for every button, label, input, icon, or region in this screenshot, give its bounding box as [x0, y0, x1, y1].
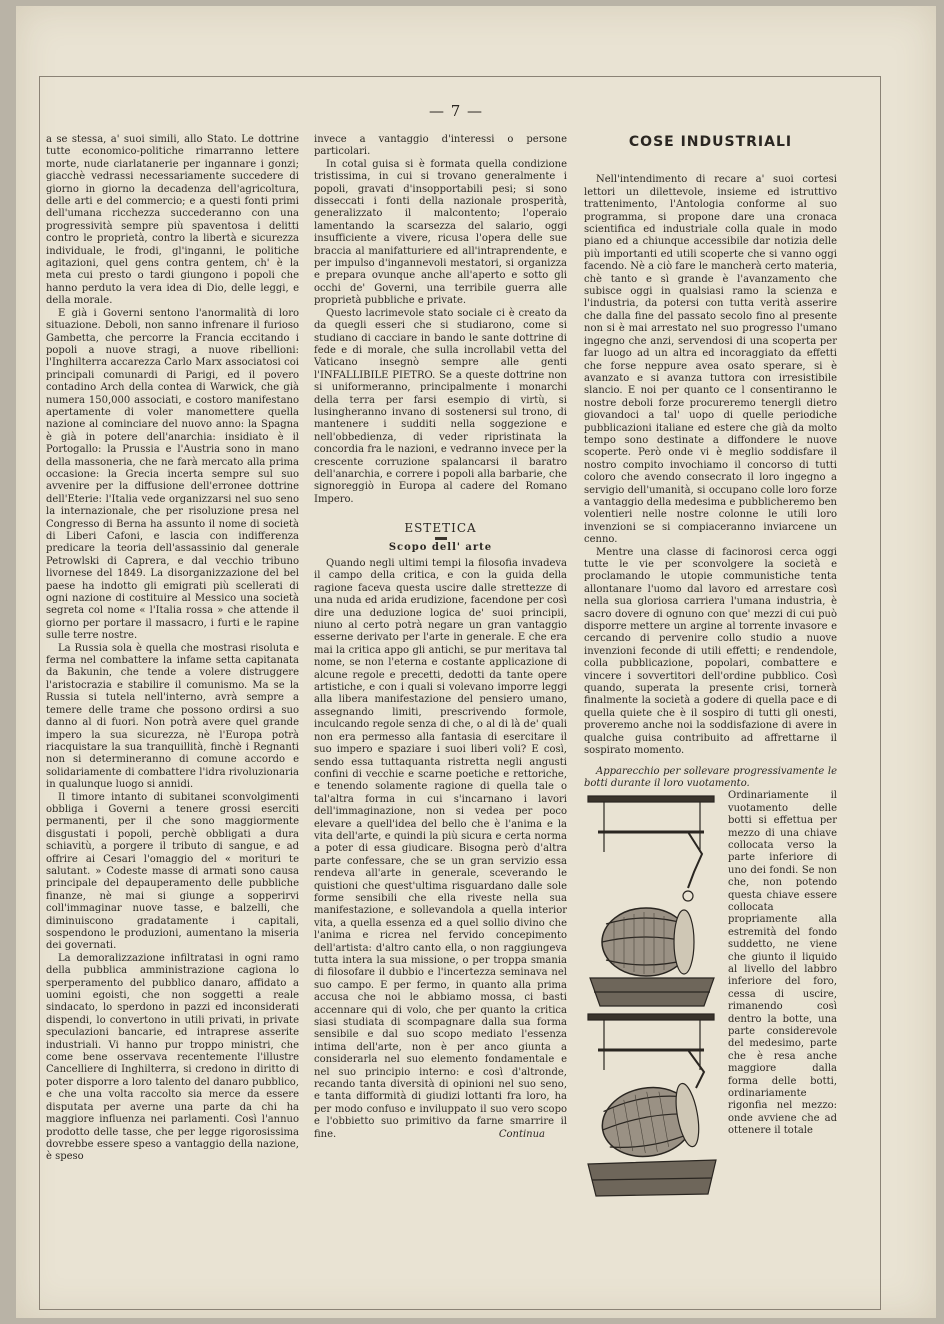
paragraph: In cotal guisa si è formata quella condizione tristissima, in cui si trovano generalmente i popoli, gravati d'insopportabili pesi; si sono disseccati i fonti della nazionale prosperità, generalizzato il malcontento; l'operaio lamentando la scarsezza del salario, oggi insufficiente a vivere, ricusa l'opera delle sue braccia al manifatturiere ed all'intraprendente, e per impulso d'ingannevoli mestatori, si organizza e prepara ovunque anche all'aperto e sotto gli occhi de' Governi, una terribile guerra alle proprietà pubbliche e private. [314, 158, 567, 307]
column-left [46, 134, 299, 1234]
paragraph: Il timore intanto di subitanei sconvolgimenti obbliga i Governi a tenere grossi eserciti permanenti, per il che sono maggiormente disgustati i popoli, perchè obbligati a dura schiavitù, a porgere il tributo di sangue, e ad offrire ai Cesari l'omaggio del « morituri te salutant. » Codeste masse di armati sono causa principale del depauperamento delle pubbliche finanze, nè mai si giunge a sopperirvi coll'immaginar nuove tasse, e balzelli, che diminuiscono gradatamente i capitali, sospendono le produzioni, aumentano la miseria dei governati. [46, 791, 299, 952]
paragraph: La Russia sola è quella che mostrasi risoluta e ferma nel combattere la infame setta capitanata da Bakunin, che tende a volere distruggere l'aristocrazia e stabilire il comunismo. Ma se la Russia si tutela nell'interno, avrà sempre a temere delle trame che possono ordirsi a suo danno al di fuori. Non potrà avere quel grande impero la sua sicurezza, nè l'Europa potrà riacquistare la sua tranquillità, finchè i Regnanti non si determineranno di comune accordo e solidariamente di combattere l'idra rivoluzionaria in qualunque luogo si annidi. [46, 642, 299, 791]
continua-label: Continua [498, 1128, 545, 1140]
paragraph: Mentre una classe di facinorosi cerca oggi tutte le vie per sconvolgere la società e proclamando le utopie communistiche tenta allontanare l'uomo dal lavoro ed arrestare così nella sua gloriosa carriera l'umana industria, è sacro dovere di ognuno con que' mezzi di cui può disporre mettere un argine al torrente invasore e cercando di pervenire collo studio a nuove invenzioni feconde di utili effetti; e rendendole, colla pubblicazione, popolari, combattere e vincere i sovvertitori dell'ordine pubblico. Così quando, superata la presente crisi, tornerà finalmente la società a godere di quella pace e di quella quiete che è il sospiro di tutti gli onesti, proveremo anche noi la soddisfazione di avere in qualche guisa contribuito ad affrettarne il sospirato momento. [584, 546, 837, 757]
newspaper-page [16, 6, 936, 1318]
section-heading-estetica: ESTETICA [404, 521, 477, 536]
paragraph: invece a vantaggio d'interessi o persone particolari. [314, 134, 567, 158]
paragraph: Ordinariamente il vuotamento delle botti si effettua per mezzo di una chiave collocata verso la parte inferiore di uno dei fondi. Se non che, non potendo questa chiave essere collocata propriamente alla estremità del fondo suddetto, ne viene che giunto il liquido al livello del labbro inferiore del foro, cessa di uscire, rimanendo così dentro la botte, una parte considerevole del medesimo, parte che è resa anche maggiore dalla forma delle botti, ordinariamente rigonfia nel mezzo: onde avviene che ad ottenere il totale [728, 790, 837, 1137]
barrel-apparatus-engraving [584, 792, 722, 1202]
paragraph: a se stessa, a' suoi simili, allo Stato. Le dottrine tutte economico-politiche rimarranno lettere morte, nude ciarlatanerie per ingannare i gonzi; giacchè vedrassi necessariamente succedere di giorno in giorno la decadenza dell'agricoltura, delle arti e del commercio; e a questi fonti primi dell'umana ricchezza succederanno con una progressività sempre più spaventosa i delitti contro le proprietà, contro la libertà e sicurezza individuale, le frodi, gl'inganni, le politiche agitazioni, quel gens contra gentem, ch' è la meta cui presto o tardi giungono i popoli che hanno perduto la vera idea di Dio, delle leggi, e della morale. [46, 134, 299, 307]
column-middle [314, 134, 567, 1234]
paragraph-text: Quando negli ultimi tempi la filosofia invadeva il campo della critica, e con la guida della ragione faceva questa uscire dalle strettezze di una nuda ed arida erudizione, facendone per così dire una deduzione logica de' suoi principii, niuno al certo potrà negare un gran vantaggio esserne derivato per l'arte in generale. E che era mai la critica appo gli antichi, se pur meritava tal nome, se non l'eterna e costante applicazione di alcune regole e precetti, dedotti da tante opere artistiche, e con i quali si volevano imporre leggi alla libera manifestazione del pensiero umano, assegnando limiti, prescrivendo formole, inculcando regole senza di che, o al di là de' quali non era permesso alla fantasia di esercitare il suo impero e spaziare i suoi liberi voli? E così, sendo essa tuttaquanta ristretta negli angusti confini di vecchie e scarne poetiche e rettoriche, e tenendo solamente ragione di quella tale o tal'altra forma in cui s'incarnano i lavori dell'immaginazione, non si vedea per poco elevare a quell'idea del bello che è l'anima e la vita dell'arte, e quindi la più sicura e certa norma a poter di essa giudicare. Bisogna però d'altra parte confessare, che se un gran servizio essa rendeva all'arte in generale, sceverando le quistioni che quest'ultima risguardano dalle sole forme sensibili che ella riveste nella sua manifestazione, e sollevandola a quella interior vita, a quella essenza ed a quel sollio divino che l'anima e ricrea nel fervido concepimento dell'artista: d'altro canto ella, o non raggiungeva tutta intera la sua missione, o per troppa smania di filosofare il dubbio e l'incertezza seminava nel suo campo. E per fermo, in quanto alla prima accusa che noi le abbiamo mossa, ci basti accennare qui di volo, che per quanto la critica siasi studiata di scompagnare dalla sua forma sensibile e dal suo scopo mediato l'essenza intima dell'arte, non è per anco giunta a considerarla nel suo elemento fondamentale e nel suo principio interno: e così d'altronde, recando tanta diversità di opinioni nel suo seno, e tanta difformità di giudizi lottanti fra loro, ha per modo confuso e inviluppato il suo vero scopo e l'obbietto suo primitivo da farne smarrire il fine. [314, 558, 567, 1140]
section-subheading: Scopo dell' arte [388, 541, 493, 553]
heading-rule [435, 537, 447, 540]
figure-caption: Apparecchio per sollevare progressivamente le botti durante il loro vuotamento. [584, 765, 837, 789]
column-right [584, 134, 837, 1234]
page-number: — 7 — [428, 102, 484, 120]
section-heading-cose-industriali: COSE INDUSTRIALI [628, 134, 793, 150]
paragraph: Nell'intendimento di recare a' suoi cortesi lettori un dilettevole, insieme ed istruttivo trattenimento, l'Antologia conforme al suo programma, si propone dare una cronaca scientifica ed industriale colla quale in modo piano ed a chiunque accessibile dar notizia delle più importanti ed utili scoperte che si vanno oggi facendo. Nè a ciò fare le mancherà certo materia, chè tanto e sì grande è l'avanzamento che subisce oggi in qualsiasi ramo la scienza e l'industria, da potersi con tutta verità asserire che dalla fine del passato secolo fino al presente non si è mai arrestato nel suo progresso l'umano ingegno che anzi, servendosi di una scoperta per far luogo ad un altra ed incoraggiato da effetti che forse neppure avea osato sperare, si è avanzato e si avanza tuttora con irresistibile slancio. E noi per quanto ce l consentiranno le nostre deboli forze procureremo tenergli dietro giovandoci a tal' uopo di quelle periodiche pubblicazioni italiane ed estere che già da molto tempo sono destinate a diffondere le nuove scoperte. Però onde vi è meglio soddisfare il nostro compito invochiamo il concorso di tutti coloro che avendo consecrato il loro ingegno a servigio dell'umanità, si occupano colle loro forze a vantaggio della medesima e pubblicheremo ben volentieri nelle nostre colonne le utili loro invenzioni se si compiaceranno inviarcene un cenno. [584, 174, 837, 546]
barrel-lifting-illustration [584, 792, 722, 1202]
paragraph: Questo lacrimevole stato sociale ci è creato da da quegli esseri che si studiarono, come si studiano di cacciare in bando le sante dottrine di fede e di morale, che sulla incrollabil vetta del Vaticano insegnò sempre alle genti l'INFALLIBILE PIETRO. Se a queste dottrine non si uniformeranno, principalmente i monarchi della terra per farsi esempio di virtù, si lusingheranno invano di sostenersi sul trono, di mantenere i sudditi nella soggezione e nell'obbedienza, di veder ripristinata la concordia fra le nazioni, e vedranno invece per la crescente corruzione spalancarsi il baratro dell'anarchia, e correre i popoli alla barbarie, che signoreggiò in Europa al cadere del Romano Impero. [314, 307, 567, 505]
paragraph: La demoralizzazione infiltratasi in ogni ramo della pubblica amministrazione cagiona lo sperperamento del pubblico danaro, affidato a uomini egoisti, che non soggetti a reale sindacato, lo sperdono in pazzi ed inconsiderati dispendi, lo convertono in utili privati, in private speculazioni bancarie, ed intraprese asserite industriali. Vi hanno pur troppo ministri, che come bene osservava recentemente l'illustre Cancelliere di Inghilterra, si credono in diritto di poter disporre a loro talento del danaro pubblico, e che una volta raccolto sia merce da essere disputata per averne una parte da chi ha maggiore influenza nei parlamenti. Così l'annuo prodotto delle tasse, che per legge rigorosissima dovrebbe essere speso a vantaggio della nazione, è speso [46, 952, 299, 1163]
paragraph [314, 558, 567, 1141]
paragraph: E già i Governi sentono l'anormalità di loro situazione. Deboli, non sanno infrenare il furioso Gambetta, che percorre la Francia eccitando i popoli a nuove stragi, a nuove ribellioni: l'Inghilterra accarezza Carlo Marx associatosi coi principali comunardi di Parigi, ed il povero contadino Arch della contea di Warwick, che già numera 150,000 associati, e costoro manifestano apertamente di voler manomettere quella nazione al cominciare del nuovo anno: la Spagna è già in potere dell'anarchia: insidiato è il Portogallo: la Prussia e l'Austria sono in mano della massoneria, che ne farà mercato alla prima occasione: la Grecia incerta sempre sul suo avvenire per la diffusione dell'erronee dottrine dell'Eterie: l'Italia vede organizzarsi nel suo seno la internazionale, che per risoluzione presa nel Congresso di Berna ha assunto il nome di società di Liberi Cafoni, e lascia con indifferenza predicare la teoria dell'assassinio dal generale Petrowlski di Caprera, e dal vecchio tribuno livornese del 1849. La disorganizzazione del bel paese ha indotto gli emigrati più scellerati di ogni nazione di costituire al Messico una società segreta col nome « l'Italia rossa » che attende il giorno per portare il massacro, i furti e le rapine sulle terre nostre. [46, 307, 299, 642]
